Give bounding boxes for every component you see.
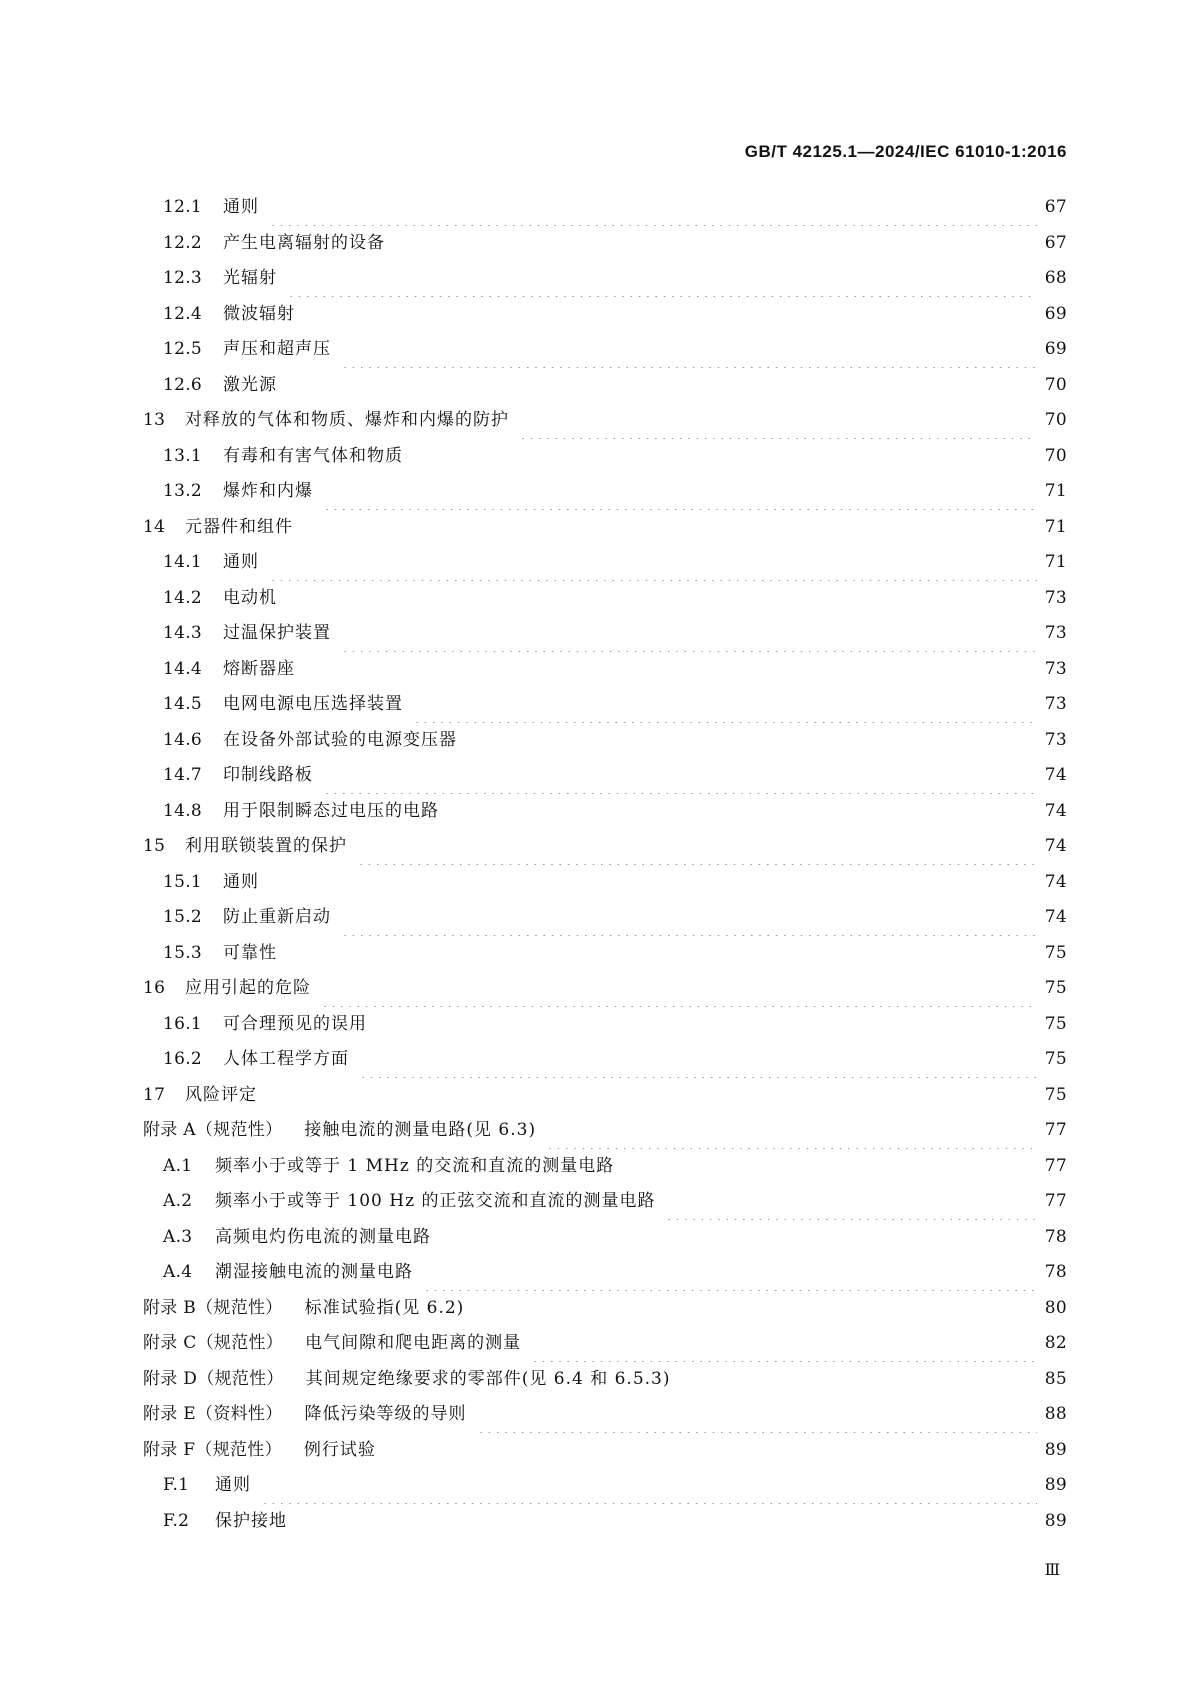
toc-entry-page: 89 xyxy=(1044,1439,1067,1460)
dot-leader xyxy=(287,368,1037,404)
toc-entry-title: 过温保护装置 xyxy=(223,623,331,643)
toc-entry-number: 13.1 xyxy=(163,445,203,466)
toc-entry-number: F.1 xyxy=(163,1475,190,1495)
toc-entry-number: 12.5 xyxy=(163,339,203,359)
toc-entry-page: 71 xyxy=(1044,516,1067,537)
toc-entry-page: 74 xyxy=(1044,800,1067,821)
toc-entry-page: 67 xyxy=(1044,232,1067,253)
toc-entry-page: 77 xyxy=(1044,1155,1067,1176)
toc-entry-title: 可靠性 xyxy=(223,942,277,963)
toc-entry[interactable] xyxy=(143,829,1067,865)
dot-leader xyxy=(423,1255,1037,1291)
toc-entry-number: 14.6 xyxy=(163,729,203,750)
toc-entry-number: 15.3 xyxy=(163,942,203,963)
dot-leader xyxy=(413,687,1037,723)
dot-leader xyxy=(341,616,1037,652)
toc-entry-page: 70 xyxy=(1044,374,1067,395)
toc-entry[interactable] xyxy=(143,1184,1067,1220)
toc-entry-page: 73 xyxy=(1044,623,1067,643)
toc-entry-page: 75 xyxy=(1044,978,1067,998)
toc-entry-title: 电气间隙和爬电距离的测量 xyxy=(305,1333,522,1353)
toc-entry-title: 可合理预见的误用 xyxy=(223,1013,367,1034)
toc-entry-title: 频率小于或等于 1 MHz 的交流和直流的测量电路 xyxy=(215,1155,615,1176)
toc-entry-title: 应用引起的危险 xyxy=(185,978,311,998)
dot-leader xyxy=(531,1326,1037,1362)
toc-entry-number: 12.6 xyxy=(163,374,203,395)
toc-entry-page: 89 xyxy=(1044,1510,1067,1531)
toc-entry-number: 附录 D（规范性） xyxy=(143,1368,284,1389)
toc-entry[interactable] xyxy=(143,226,1067,262)
toc-entry-title: 有毒和有害气体和物质 xyxy=(223,445,403,466)
dot-leader xyxy=(377,1007,1037,1043)
dot-leader xyxy=(357,829,1037,865)
toc-entry-title: 人体工程学方面 xyxy=(223,1049,349,1069)
toc-entry-number: 14.4 xyxy=(163,658,203,679)
toc-entry-number: 16.2 xyxy=(163,1049,203,1069)
toc-entry[interactable] xyxy=(143,865,1067,901)
toc-entry[interactable] xyxy=(143,1042,1067,1078)
dot-leader xyxy=(395,226,1037,262)
toc-entry[interactable] xyxy=(143,261,1067,297)
toc-entry-title: 通则 xyxy=(223,552,259,572)
table-of-contents xyxy=(143,190,1067,1539)
dot-leader xyxy=(269,545,1037,581)
toc-entry-page: 75 xyxy=(1044,1013,1067,1034)
toc-entry-title: 元器件和组件 xyxy=(185,516,293,537)
dot-leader xyxy=(474,1291,1036,1327)
toc-entry-number: 17 xyxy=(143,1084,166,1105)
standard-code-header: GB/T 42125.1—2024/IEC 61010-1:2016 xyxy=(744,142,1067,161)
toc-entry-page: 75 xyxy=(1044,1049,1067,1069)
toc-entry-number: 附录 C（规范性） xyxy=(143,1333,284,1353)
toc-entry[interactable] xyxy=(143,971,1067,1007)
dot-leader xyxy=(287,261,1037,297)
page-number: Ⅲ xyxy=(1044,1562,1061,1579)
toc-entry-title: 对释放的气体和物质、爆炸和内爆的防护 xyxy=(185,410,509,430)
toc-entry-title: 例行试验 xyxy=(303,1439,376,1460)
toc-entry[interactable] xyxy=(143,403,1067,439)
dot-leader xyxy=(267,1078,1037,1114)
toc-entry-page: 78 xyxy=(1044,1226,1067,1247)
dot-leader xyxy=(269,190,1037,226)
dot-leader xyxy=(287,581,1037,617)
toc-entry-title: 产生电离辐射的设备 xyxy=(223,232,385,253)
toc-entry-page: 88 xyxy=(1044,1404,1067,1424)
toc-entry-title: 标准试验指(见 6.2) xyxy=(304,1297,465,1318)
toc-entry-page: 75 xyxy=(1044,942,1067,963)
toc-entry-page: 74 xyxy=(1044,765,1067,785)
toc-entry-number: 15.1 xyxy=(163,871,203,892)
toc-entry[interactable] xyxy=(143,1326,1067,1362)
dot-leader xyxy=(624,1149,1037,1185)
toc-entry[interactable] xyxy=(143,758,1067,794)
toc-entry-number: 14.2 xyxy=(163,587,203,608)
toc-entry-title: 风险评定 xyxy=(185,1084,257,1105)
toc-entry-title: 利用联锁装置的保护 xyxy=(185,836,347,856)
dot-leader xyxy=(305,652,1037,688)
dot-leader xyxy=(519,403,1037,439)
dot-leader xyxy=(441,1220,1037,1256)
toc-entry[interactable] xyxy=(143,900,1067,936)
dot-leader xyxy=(477,1397,1037,1433)
toc-entry-page: 75 xyxy=(1044,1084,1067,1105)
toc-entry-number: A.2 xyxy=(163,1191,193,1211)
toc-entry-number: 14.8 xyxy=(163,800,203,821)
toc-entry[interactable] xyxy=(143,616,1067,652)
toc-entry[interactable] xyxy=(143,687,1067,723)
toc-entry[interactable] xyxy=(143,1113,1067,1149)
toc-entry-title: 通则 xyxy=(223,197,259,217)
toc-entry-title: 接触电流的测量电路(见 6.3) xyxy=(304,1120,537,1140)
toc-entry-number: A.3 xyxy=(163,1226,193,1247)
toc-entry-page: 68 xyxy=(1044,268,1067,288)
dot-leader xyxy=(297,1504,1037,1540)
toc-entry-title: 电动机 xyxy=(223,587,277,608)
toc-entry-title: 在设备外部试验的电源变压器 xyxy=(223,729,457,750)
toc-entry[interactable] xyxy=(143,1255,1067,1291)
dot-leader xyxy=(305,297,1037,333)
toc-entry[interactable] xyxy=(143,190,1067,226)
dot-leader xyxy=(323,474,1037,510)
toc-entry-number: 12.3 xyxy=(163,268,203,288)
toc-entry-title: 潮湿接触电流的测量电路 xyxy=(215,1262,413,1282)
dot-leader xyxy=(261,1468,1037,1504)
toc-entry-number: 14.1 xyxy=(163,552,203,572)
toc-entry[interactable] xyxy=(143,1433,1067,1469)
toc-entry-number: 附录 A（规范性） xyxy=(143,1120,283,1140)
toc-entry-page: 73 xyxy=(1044,658,1067,679)
toc-entry-number: 16 xyxy=(143,978,166,998)
toc-entry-title: 爆炸和内爆 xyxy=(223,481,313,501)
toc-entry-page: 73 xyxy=(1044,587,1067,608)
toc-entry-title: 声压和超声压 xyxy=(223,339,331,359)
toc-entry-title: 用于限制瞬态过电压的电路 xyxy=(223,800,439,821)
toc-entry-title: 保护接地 xyxy=(215,1510,287,1531)
toc-entry[interactable] xyxy=(143,474,1067,510)
toc-entry-page: 70 xyxy=(1044,410,1067,430)
dot-leader xyxy=(359,1042,1037,1078)
toc-entry[interactable] xyxy=(143,1468,1067,1504)
toc-entry[interactable] xyxy=(143,794,1067,830)
dot-leader xyxy=(386,1433,1037,1469)
toc-entry-number: A.1 xyxy=(163,1155,193,1176)
toc-entry-page: 74 xyxy=(1044,871,1067,892)
toc-entry[interactable] xyxy=(143,723,1067,759)
toc-entry-number: 14.5 xyxy=(163,694,203,714)
dot-leader xyxy=(546,1113,1037,1149)
toc-entry-title: 通则 xyxy=(215,1475,251,1495)
dot-leader xyxy=(449,794,1037,830)
toc-entry-page: 77 xyxy=(1044,1120,1067,1140)
toc-entry[interactable] xyxy=(143,297,1067,333)
dot-leader xyxy=(303,510,1037,546)
dot-leader xyxy=(467,723,1037,759)
toc-entry-number: 附录 E（资料性） xyxy=(143,1404,283,1424)
toc-entry-number: 14.3 xyxy=(163,623,203,643)
toc-entry-title: 频率小于或等于 100 Hz 的正弦交流和直流的测量电路 xyxy=(215,1191,656,1211)
toc-entry[interactable] xyxy=(143,1149,1067,1185)
toc-entry-title: 印制线路板 xyxy=(223,765,313,785)
toc-entry-page: 82 xyxy=(1044,1333,1067,1353)
toc-entry-number: 15.2 xyxy=(163,907,203,927)
toc-entry-number: 附录 B（规范性） xyxy=(143,1297,283,1318)
toc-entry-number: 15 xyxy=(143,836,166,856)
toc-entry-page: 67 xyxy=(1044,197,1067,217)
toc-entry[interactable] xyxy=(143,1397,1067,1433)
toc-entry-number: 13 xyxy=(143,410,166,430)
toc-entry-number: 14 xyxy=(143,516,166,537)
toc-entry-number: 12.1 xyxy=(163,197,203,217)
toc-entry-page: 69 xyxy=(1044,339,1067,359)
toc-entry-title: 降低污染等级的导则 xyxy=(304,1404,467,1424)
toc-entry[interactable] xyxy=(143,1007,1067,1043)
dot-leader xyxy=(287,936,1037,972)
toc-entry-page: 73 xyxy=(1044,729,1067,750)
toc-entry-number: 14.7 xyxy=(163,765,203,785)
toc-entry-number: 12.4 xyxy=(163,303,203,324)
toc-entry-title: 电网电源电压选择装置 xyxy=(223,694,403,714)
toc-entry-page: 71 xyxy=(1044,481,1067,501)
toc-entry-page: 85 xyxy=(1044,1368,1067,1389)
dot-leader xyxy=(341,900,1037,936)
toc-entry[interactable] xyxy=(143,1504,1067,1540)
toc-entry[interactable] xyxy=(143,439,1067,475)
toc-entry-page: 80 xyxy=(1044,1297,1067,1318)
toc-entry-page: 77 xyxy=(1044,1191,1067,1211)
toc-entry-page: 71 xyxy=(1044,552,1067,572)
toc-entry-title: 其间规定绝缘要求的零部件(见 6.4 和 6.5.3) xyxy=(305,1368,671,1389)
toc-entry-page: 78 xyxy=(1044,1262,1067,1282)
toc-entry-title: 激光源 xyxy=(223,374,277,395)
toc-entry-number: 13.2 xyxy=(163,481,203,501)
dot-leader xyxy=(665,1184,1036,1220)
toc-entry[interactable] xyxy=(143,1220,1067,1256)
toc-entry[interactable] xyxy=(143,936,1067,972)
toc-entry-page: 73 xyxy=(1044,694,1067,714)
toc-entry[interactable] xyxy=(143,545,1067,581)
dot-leader xyxy=(323,758,1037,794)
toc-entry-page: 74 xyxy=(1044,836,1067,856)
toc-entry[interactable] xyxy=(143,1291,1067,1327)
dot-leader xyxy=(341,332,1037,368)
toc-entry-page: 70 xyxy=(1044,445,1067,466)
toc-entry-number: A.4 xyxy=(163,1262,193,1282)
toc-entry-page: 74 xyxy=(1044,907,1067,927)
toc-entry[interactable] xyxy=(143,1078,1067,1114)
toc-entry-title: 熔断器座 xyxy=(223,658,295,679)
toc-entry-title: 防止重新启动 xyxy=(223,907,331,927)
toc-entry[interactable] xyxy=(143,581,1067,617)
toc-entry[interactable] xyxy=(143,652,1067,688)
toc-entry[interactable] xyxy=(143,368,1067,404)
toc-entry[interactable] xyxy=(143,332,1067,368)
toc-entry-title: 通则 xyxy=(223,871,259,892)
toc-entry-number: 附录 F（规范性） xyxy=(143,1439,282,1460)
dot-leader xyxy=(321,971,1037,1007)
toc-entry-page: 69 xyxy=(1044,303,1067,324)
toc-entry-page: 89 xyxy=(1044,1475,1067,1495)
dot-leader xyxy=(413,439,1037,475)
toc-entry-number: F.2 xyxy=(163,1510,190,1531)
toc-entry-number: 12.2 xyxy=(163,232,203,253)
dot-leader xyxy=(681,1362,1037,1398)
toc-entry[interactable] xyxy=(143,1362,1067,1398)
toc-entry[interactable] xyxy=(143,510,1067,546)
toc-entry-title: 微波辐射 xyxy=(223,303,295,324)
toc-entry-title: 光辐射 xyxy=(223,268,277,288)
toc-entry-title: 高频电灼伤电流的测量电路 xyxy=(215,1226,431,1247)
dot-leader xyxy=(269,865,1037,901)
toc-entry-number: 16.1 xyxy=(163,1013,203,1034)
